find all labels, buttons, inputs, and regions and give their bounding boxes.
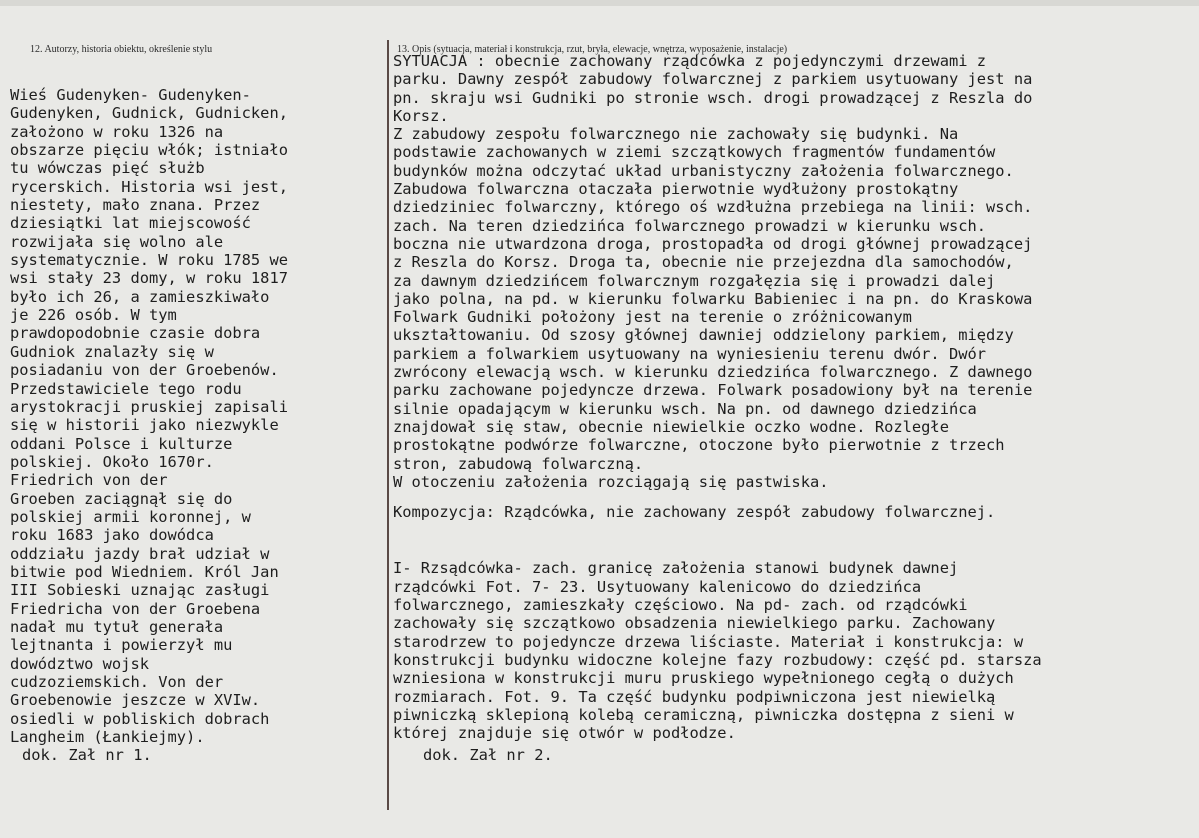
history-line: Groebenowie jeszcze w XVIw. [10, 691, 261, 710]
building-description-line: piwniczką sklepioną kolebą ceramiczną, piwniczka dostępna z sieni w [393, 705, 1014, 724]
history-line: bitwie pod Wiedniem. Król Jan [10, 562, 279, 581]
history-line: oddziału jazdy brał udział w [10, 544, 270, 563]
history-line: tu wówczas pięć służb [10, 159, 205, 178]
history-line: Wieś Gudenyken- Gudenyken- [10, 86, 251, 104]
situation-line: parkiem a folwarkiem usytuowany na wyniesieniu terenu dwór. Dwór [393, 344, 987, 363]
history-line: dowództwo wojsk [10, 654, 149, 673]
history-line: lejtnanta i powierzył mu [10, 636, 233, 655]
building-description-line: zachowały się szczątkowo obsadzenia niewielkiego parku. Zachowany [393, 614, 996, 633]
column-divider [387, 40, 389, 810]
situation-line: Z zabudowy zespołu folwarcznego nie zachowały się budynki. Na [393, 125, 959, 144]
history-line: prawdopodobnie czasie dobra [10, 324, 261, 343]
history-line: założono w roku 1326 na [10, 122, 224, 141]
history-line: Langheim (Łankiejmy). [10, 728, 205, 747]
situation-line: Folwark Gudniki położony jest na terenie o zróżnicowanym [393, 308, 912, 327]
history-line: posiadaniu von der Groebenów. [10, 361, 279, 380]
situation-line: dziedziniec folwarczny, którego oś wzdłużna przebiega na linii: wsch. [393, 198, 1033, 217]
history-line: rycerskich. Historia wsi jest, [10, 177, 288, 196]
history-line: nadał mu tytuł generała [10, 617, 224, 636]
history-line: arystokracji pruskiej zapisali [10, 397, 288, 416]
building-description-line: wzniesiona w konstrukcji muru pruskiego wypełnionego cegłą o dużych [393, 669, 1014, 688]
situation-line: silnie opadającym w kierunku wsch. Na pn. od dawnego dziedzińca [393, 399, 977, 418]
history-line: III Sobieski uznając zasługi [10, 581, 270, 600]
history-line: Gudenyken, Gudnick, Gudnicken, [10, 104, 288, 123]
situation-line: prostokątne podwórze folwarczne, otoczone było pierwotnie z trzech [393, 436, 1005, 455]
situation-line: z Reszla do Korsz. Droga ta, obecnie nie przejezdna dla samochodów, [393, 253, 1014, 272]
history-line: rozwijała się wolno ale [10, 232, 224, 251]
situation-line: budynków można odczytać układ urbanistyczny założenia folwarcznego. [393, 161, 1014, 180]
situation-line: parku. Dawny zespół zabudowy folwarcznej z parkiem usytuowany jest na [393, 70, 1033, 89]
situation-line: W otoczeniu założenia rozciągają się pastwiska. [393, 472, 829, 491]
right-column-header: 13. Opis (sytuacja, materiał i konstrukcja, rzut, bryła, elewacje, wnętrza, wyposażenie, instalacje) [397, 44, 788, 55]
history-line: polskiej. Około 1670r. [10, 452, 214, 471]
history-line: osiedli w pobliskich dobrach [10, 709, 270, 728]
building-description-line: której znajduje się otwór w podłodze. [393, 724, 736, 743]
history-line: Groeben zaciągnął się do [10, 489, 233, 508]
situation-line: ukształtowaniu. Od szosy głównej dawniej oddzielony parkiem, między [393, 326, 1014, 345]
history-line: Przedstawiciele tego rodu [10, 379, 242, 398]
situation-line: znajdował się staw, obecnie niewielkie oczko wodne. Rozległe [393, 417, 949, 436]
building-description-line: I- Rzsądcówka- zach. granicę założenia stanowi budynek dawnej [393, 559, 959, 578]
description-text-column [393, 52, 1193, 742]
page-top-edge [0, 0, 1199, 6]
history-line: polskiej armii koronnej, w [10, 507, 251, 526]
history-line: systematycznie. W roku 1785 we [10, 251, 288, 270]
building-description-line: rozmiarach. Fot. 9. Ta część budynku podpiwniczona jest niewielką [393, 687, 996, 706]
situation-line: podstawie zachowanych w ziemi szczątkowych fragmentów fundamentów [393, 143, 996, 162]
paragraph-gap [393, 491, 1193, 503]
history-line: dziesiątki lat miejscowość [10, 214, 251, 233]
history-line: Friedrich von der [10, 471, 168, 490]
situation-line: Zabudowa folwarczna otaczała pierwotnie wydłużony prostokątny [393, 180, 959, 199]
situation-line: stron, zabudową folwarczną. [393, 454, 644, 473]
history-line: Friedricha von der Groebena [10, 599, 261, 618]
history-line: wsi stały 23 domy, w roku 1817 [10, 269, 288, 288]
situation-line: boczna nie utwardzona droga, prostopadła od drogi głównej prowadzącej [393, 234, 1033, 253]
history-line: je 226 osób. W tym [10, 306, 177, 325]
history-line: oddani Polsce i kulturze [10, 434, 233, 453]
situation-line: SYTUACJA : obecnie zachowany rządcówka z pojedynczymi drzewami z [393, 52, 987, 70]
history-line: obszarze pięciu włók; istniało [10, 141, 288, 160]
paragraph-gap [393, 521, 1193, 559]
building-description-line: rządcówki Fot. 7- 23. Usytuowany kalenicowo do dziedzińca [393, 577, 922, 596]
left-column-header: 12. Autorzy, historia obiektu, określenie stylu [30, 44, 213, 55]
history-line: się w historii jako niezwykle [10, 416, 279, 435]
situation-line: Korsz. [393, 106, 449, 125]
history-line: było ich 26, a zamieszkiwało [10, 287, 270, 306]
situation-line: pn. skraju wsi Gudniki po stronie wsch. drogi prowadzącej z Reszla do [393, 88, 1033, 107]
history-line: roku 1683 jako dowódca [10, 526, 214, 545]
composition-line: Kompozycja: Rządcówka, nie zachowany zespół zabudowy folwarcznej. [393, 503, 996, 522]
situation-line: zach. Na teren dziedzińca folwarcznego prowadzi w kierunku wsch. [393, 216, 987, 235]
situation-line: zwrócony elewacją wsch. w kierunku dziedzińca folwarcznego. Z dawnego [393, 363, 1033, 382]
building-description-line: starodrzew to pojedyncze drzewa liściaste. Materiał i konstrukcja: w [393, 632, 1024, 651]
building-description-line: folwarcznego, zamieszkały częściowo. Na pd- zach. od rządcówki [393, 596, 968, 615]
history-line: cudzoziemskich. Von der [10, 673, 224, 691]
situation-line: za dawnym dziedzińcem folwarcznym rozgałęzia się i prowadzi dalej [393, 271, 996, 290]
history-text-column [10, 86, 380, 746]
situation-line: jako polna, na pd. w kierunku folwarku Babieniec i na pn. do Kraskowa [393, 289, 1033, 308]
history-line: niestety, mało znana. Przez [10, 196, 261, 215]
building-description-line: konstrukcji budynku widoczne kolejne fazy rozbudowy: część pd. starsza [393, 650, 1042, 669]
situation-line: parku zachowane pojedyncze drzewa. Folwark posadowiony był na terenie [393, 381, 1033, 400]
right-attachment-note: dok. Zał nr 2. [423, 746, 553, 764]
left-attachment-note: dok. Zał nr 1. [22, 746, 152, 764]
history-line: Gudniok znalazły się w [10, 342, 214, 361]
